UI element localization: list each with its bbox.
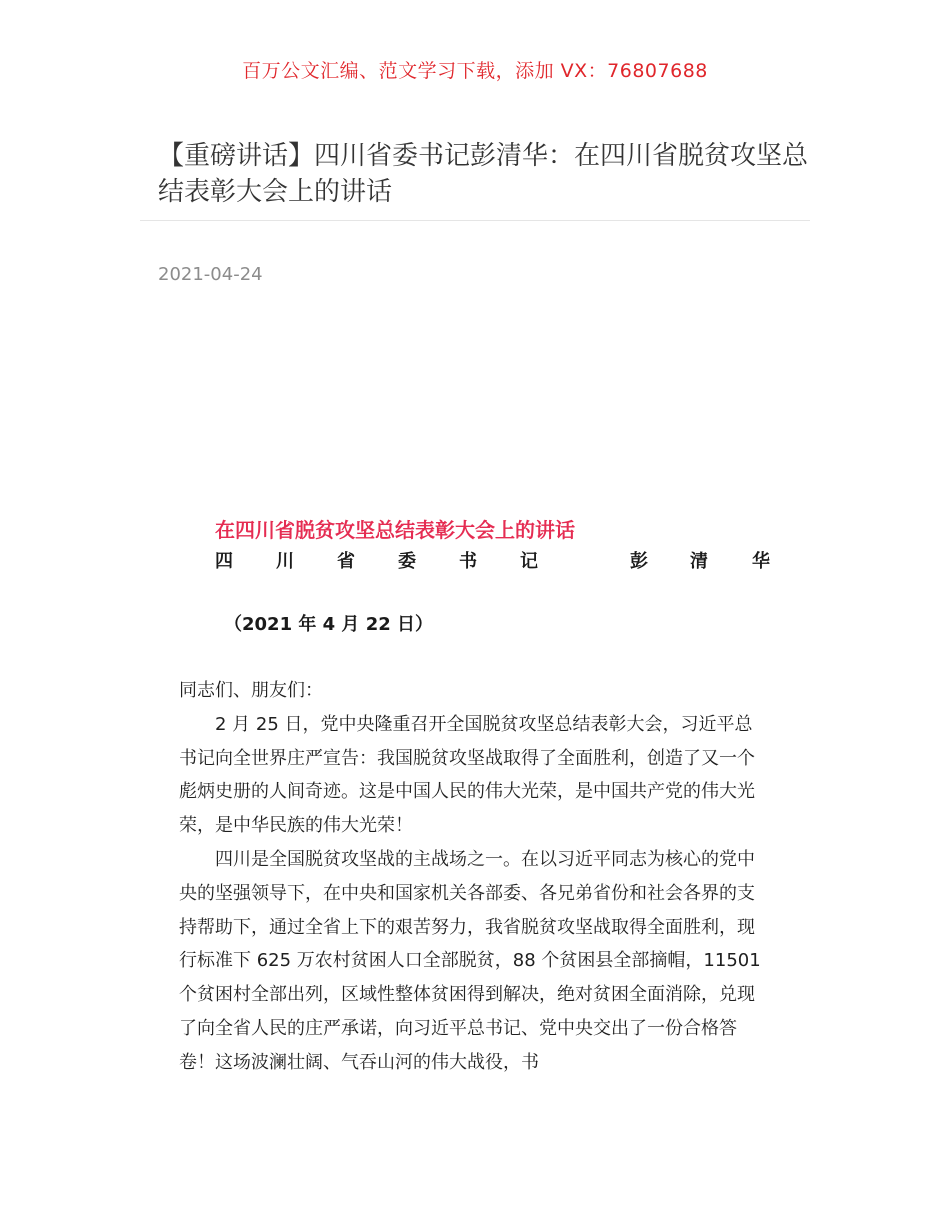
speaker-char: 省: [337, 551, 355, 572]
title-divider: [140, 220, 810, 221]
speaker-char: 彭: [630, 551, 648, 572]
speaker-char: 书: [459, 551, 477, 572]
speaker-char: 四: [215, 551, 233, 572]
speaker-char: 委: [398, 551, 416, 572]
speech-body: [179, 674, 769, 1080]
promo-banner: 百万公文汇编、范文学习下载，添加 VX：76807688: [242, 60, 708, 82]
speaker-char: 记: [520, 551, 538, 572]
speaker-char: 川: [276, 551, 294, 572]
salutation: 同志们、朋友们：: [179, 680, 323, 701]
speech-title: 在四川省脱贫攻坚总结表彰大会上的讲话: [215, 518, 575, 542]
speaker-char: 华: [752, 551, 770, 572]
speaker-line: [215, 547, 775, 571]
publish-date: 2021-04-24: [158, 264, 263, 285]
paragraph: 四川是全国脱贫攻坚战的主战场之一。在以习近平同志为核心的党中央的坚强领导下，在中央和国家机关各部委、各兄弟省份和社会各界的支持帮助下，通过全省上下的艰苦努力，我省脱贫攻坚战取得全面胜利，现行标准下 625 万农村贫困人口全部脱贫，88 个贫困县全部摘帽，11501 个贫困村全部出列，区域性整体贫困得到解决，绝对贫困全面消除，兑现了向全省人民的庄严承诺，向习近平总书记、党中央交出了一份合格答卷！这场波澜壮阔、气吞山河的伟大战役，书: [179, 848, 761, 1073]
speaker-char: 清: [690, 551, 708, 572]
speech-date: （2021 年 4 月 22 日）: [224, 614, 434, 635]
paragraph: 2 月 25 日，党中央隆重召开全国脱贫攻坚总结表彰大会，习近平总书记向全世界庄严宣告：我国脱贫攻坚战取得了全面胜利，创造了又一个彪炳史册的人间奇迹。这是中国人民的伟大光荣，是中国共产党的伟大光荣，是中华民族的伟大光荣！: [179, 713, 755, 837]
article-title: 【重磅讲话】四川省委书记彭清华：在四川省脱贫攻坚总结表彰大会上的讲话: [158, 141, 809, 207]
